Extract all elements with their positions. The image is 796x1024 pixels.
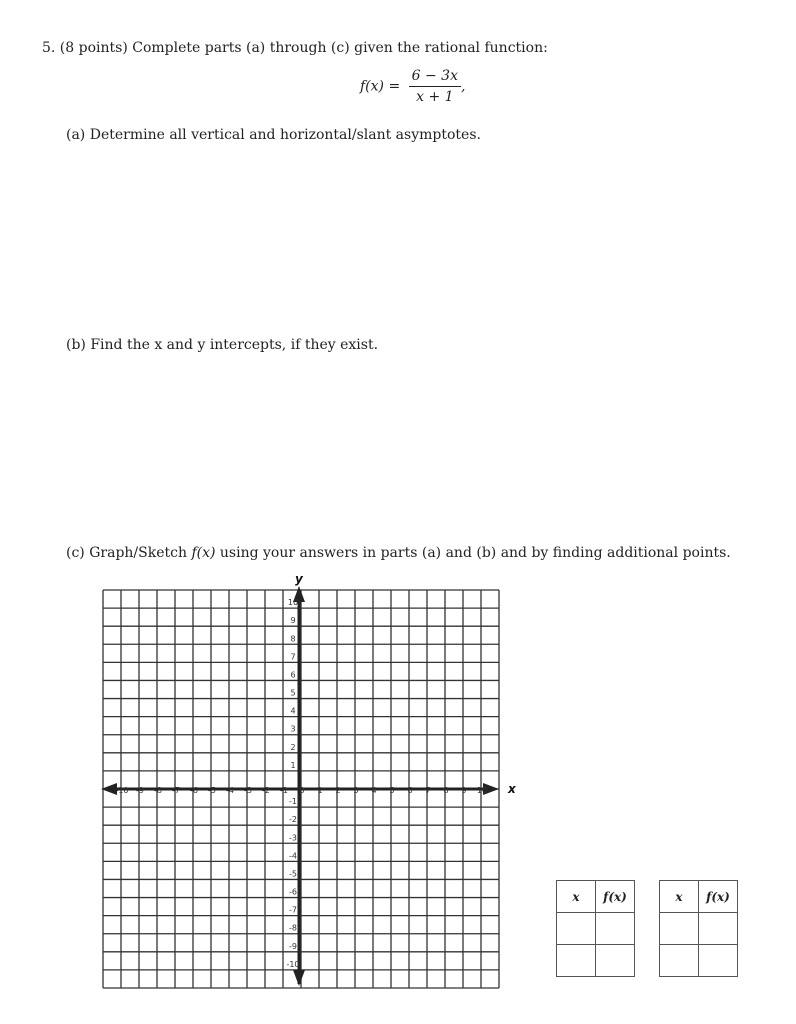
- x-tick-label: -1: [280, 786, 288, 795]
- x-axis-label: x: [508, 782, 516, 796]
- table-cell[interactable]: [557, 945, 596, 977]
- y-tick-label: 4: [290, 706, 296, 716]
- y-tick-label: 3: [290, 724, 296, 734]
- y-tick-label: -10: [286, 959, 300, 969]
- table-cell[interactable]: [660, 945, 699, 977]
- x-tick-label: 8: [443, 786, 449, 795]
- values-table-2: [659, 880, 738, 977]
- table-row: [660, 945, 738, 977]
- formula-denominator: x + 1: [416, 89, 454, 105]
- table-row: [660, 913, 738, 945]
- y-tick-label: -5: [289, 869, 297, 879]
- y-axis-down-arrow: [293, 970, 305, 986]
- x-tick-label: 9: [461, 786, 467, 795]
- table-cell[interactable]: [596, 913, 635, 945]
- y-tick-label: -6: [289, 887, 297, 897]
- table-header-fx: f(x): [596, 881, 635, 913]
- values-table-1: [556, 880, 635, 977]
- y-tick-label: -3: [289, 833, 297, 843]
- part-b-prompt: (b) Find the x and y intercepts, if they exist.: [66, 337, 379, 353]
- y-tick-label: -4: [289, 851, 297, 861]
- x-tick-label: 7: [425, 786, 431, 795]
- x-tick-label: 4: [371, 786, 377, 795]
- table-cell[interactable]: [699, 945, 738, 977]
- x-tick-label: 1: [317, 786, 323, 795]
- table-header-row: [557, 881, 635, 913]
- table-cell[interactable]: [699, 913, 738, 945]
- table-cell[interactable]: [596, 945, 635, 977]
- table-cell[interactable]: [660, 913, 699, 945]
- y-tick-label: 9: [290, 616, 296, 626]
- y-tick-label: -7: [289, 905, 297, 915]
- x-tick-label: 0: [299, 786, 305, 795]
- y-tick-label: -9: [289, 941, 297, 951]
- table-header-row: [660, 881, 738, 913]
- x-tick-label: -4: [226, 786, 234, 795]
- x-tick-label: -5: [208, 786, 216, 795]
- part-c-prefix: (c) Graph/Sketch: [66, 545, 192, 561]
- formula-numerator: 6 − 3x: [409, 68, 461, 87]
- table-header-fx: f(x): [699, 881, 738, 913]
- y-tick-label: -1: [289, 797, 297, 807]
- y-tick-label: 7: [290, 652, 296, 662]
- part-a-prompt: (a) Determine all vertical and horizontal/slant asymptotes.: [66, 127, 481, 143]
- x-tick-label: 3: [353, 786, 359, 795]
- y-tick-label: 8: [290, 634, 296, 644]
- x-tick-label: -10: [115, 786, 129, 795]
- x-tick-label: 2: [335, 786, 341, 795]
- x-tick-label: -2: [262, 786, 270, 795]
- x-tick-label: -3: [244, 786, 252, 795]
- question-title: 5. (8 points) Complete parts (a) through (c) given the rational function:: [42, 40, 548, 56]
- y-tick-label: 10: [287, 598, 299, 608]
- x-tick-label: 10: [476, 786, 488, 795]
- part-c-suffix: using your answers in parts (a) and (b) and by finding additional points.: [215, 545, 731, 561]
- table-header-x: x: [557, 881, 596, 913]
- part-c-fx: f(x): [191, 545, 216, 561]
- table-row: [557, 945, 635, 977]
- x-tick-label: -9: [136, 786, 144, 795]
- y-tick-label: -2: [289, 815, 297, 825]
- x-tick-label: 6: [407, 786, 413, 795]
- x-tick-label: -6: [190, 786, 198, 795]
- table-header-x: x: [660, 881, 699, 913]
- table-row: [557, 913, 635, 945]
- y-tick-label: 5: [290, 688, 296, 698]
- x-tick-label: 5: [389, 786, 395, 795]
- formula-trailing: ,: [460, 78, 466, 95]
- y-tick-label: -8: [289, 923, 297, 933]
- y-tick-label: 2: [290, 742, 296, 752]
- x-tick-label: -8: [154, 786, 162, 795]
- table-cell[interactable]: [557, 913, 596, 945]
- formula-lhs: f(x) =: [360, 78, 401, 95]
- y-axis-label: y: [295, 572, 303, 586]
- y-tick-label: 6: [290, 670, 296, 680]
- x-tick-label: -7: [172, 786, 180, 795]
- y-tick-label: 1: [290, 760, 296, 770]
